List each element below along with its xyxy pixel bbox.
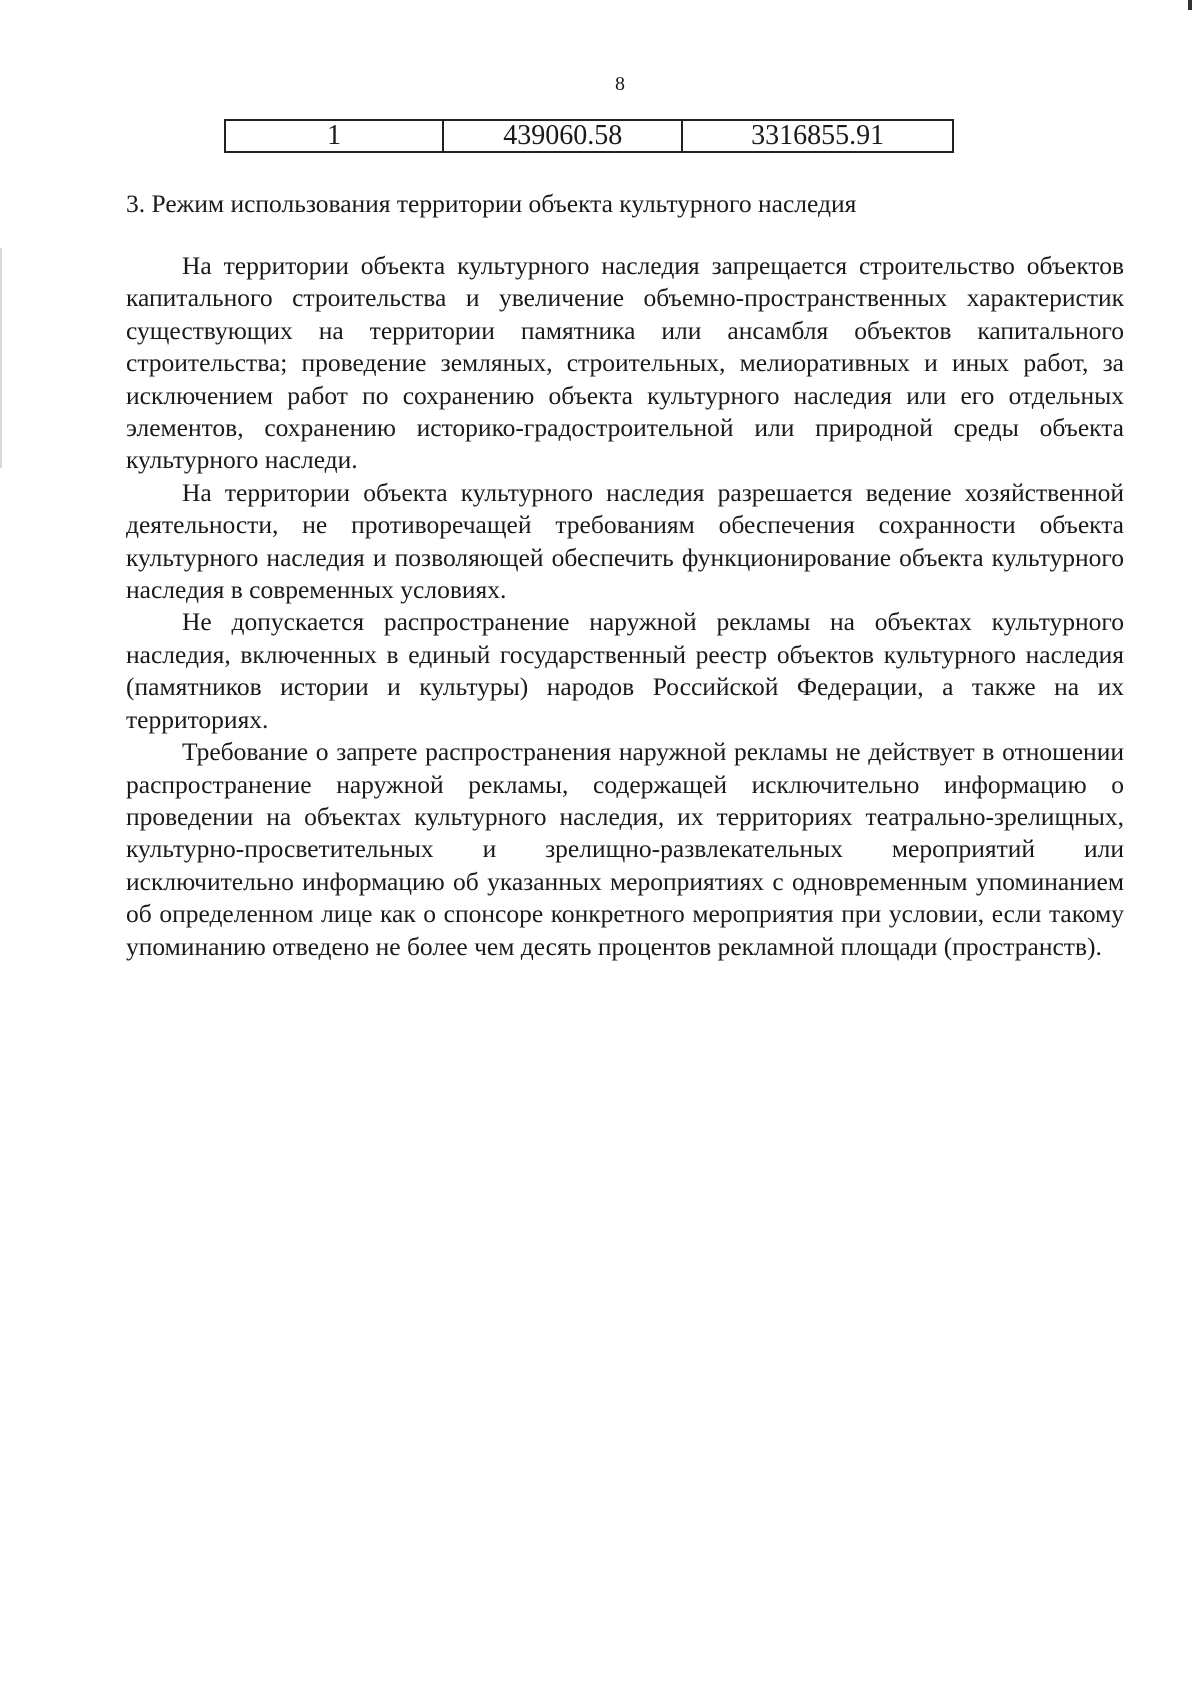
scan-margin-line (0, 248, 2, 468)
table-cell-y-coordinate: 3316855.91 (682, 120, 953, 152)
paragraph: Требование о запрете распространения наружной рекламы не действует в отношении распространение наружной рекламы, содержащей исключительно информацию о проведении на объектах культурного наследия, их территориях театрально-зрелищных, культурно-просветительных и зрелищно-развлекательных мероприятий или исключительно информацию об указанных мероприятиях с одновременным упоминанием об определенном лице как о спонсоре конкретного мероприятия при условии, если такому упоминанию отведено не более чем десять процентов рекламной площади (пространств). (126, 737, 1124, 961)
page-number: 8 (615, 73, 625, 95)
coordinates-table (224, 119, 954, 153)
paragraph: На территории объекта культурного наследия разрешается ведение хозяйственной деятельности, не противоречащей требованиям обеспечения сохранности объекта культурного наследия и позволяющей обеспечить функционирование объекта культурного наследия в современных условиях. (126, 477, 1124, 605)
section-heading: 3. Режим использования территории объекта культурного наследия (126, 189, 857, 218)
paragraph: Не допускается распространение наружной рекламы на объектах культурного наследия, включенных в единый государственный реестр объектов культурного наследия (памятников истории и культуры) народов Российской Федерации, а также на их территориях. (126, 607, 1124, 734)
section-body (126, 250, 1124, 963)
table-cell-x-coordinate: 439060.58 (443, 120, 682, 152)
table-cell-point-number: 1 (225, 120, 443, 152)
table-row (225, 120, 953, 152)
scan-artifact (1188, 0, 1192, 10)
paragraph: На территории объекта культурного наследия запрещается строительство объектов капитального строительства и увеличение объемно-пространственных характеристик существующих на территории памятника или ансамбля объектов капитального строительства; проведение земляных, строительных, мелиоративных и иных работ, за исключением работ по сохранению объекта культурного наследия или его отдельных элементов, сохранению историко-градостроительной или природной среды объекта культурного наследи. (126, 251, 1124, 475)
